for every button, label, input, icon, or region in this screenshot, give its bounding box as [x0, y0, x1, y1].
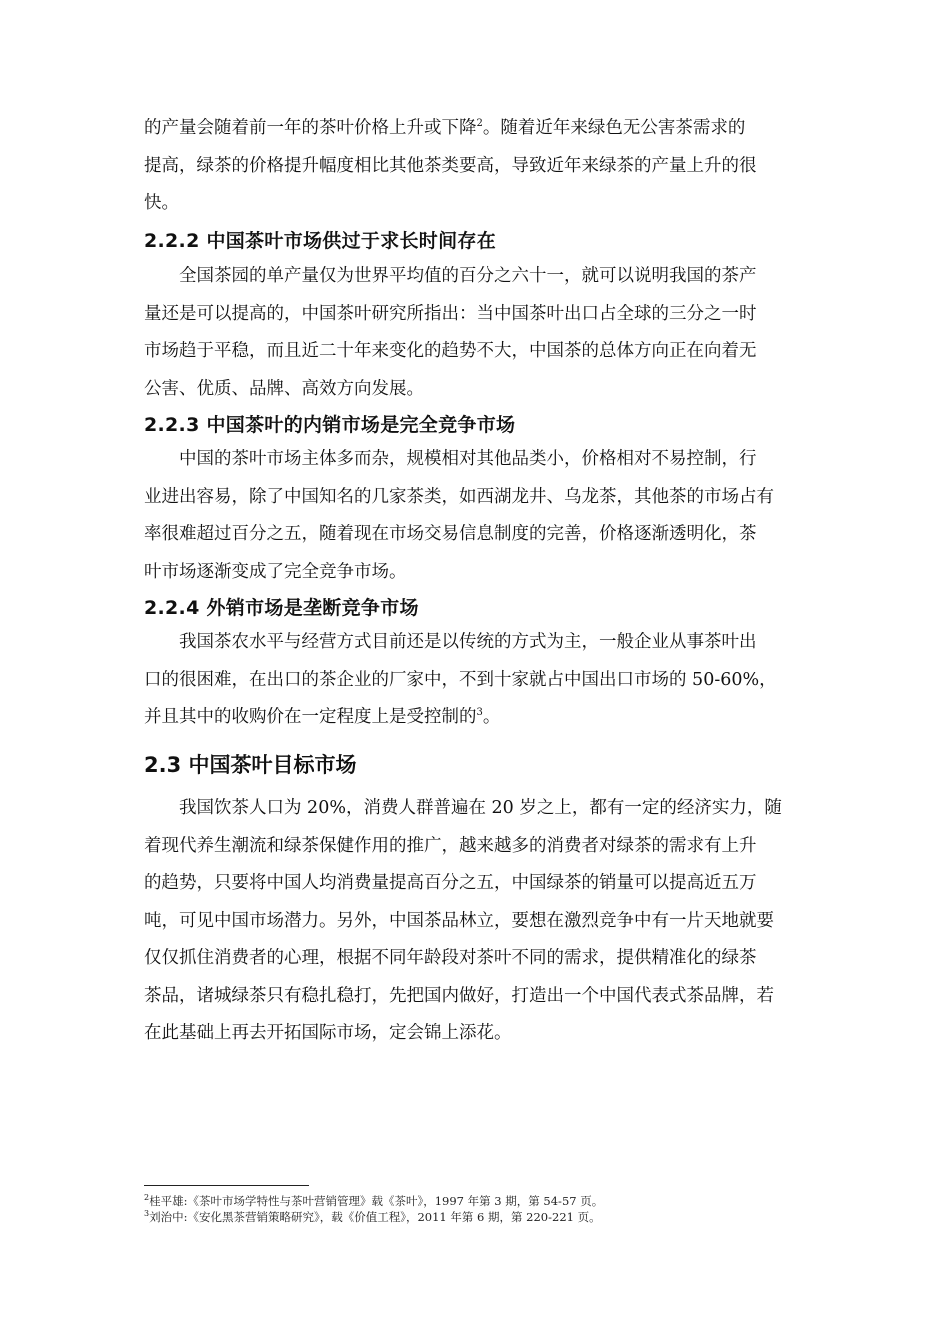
text-line: 率很难超过百分之五，随着现在市场交易信息制度的完善，价格逐渐透明化，茶 — [144, 524, 757, 544]
section-heading-2-2-3: 2.2.3 中国茶叶的内销市场是完全竞争市场 — [144, 414, 516, 436]
text-line: 仅仅抓住消费者的心理，根据不同年龄段对茶叶不同的需求，提供精准化的绿茶 — [144, 948, 757, 968]
text-line: 业进出容易，除了中国知名的几家茶类，如西湖龙井、乌龙茶，其他茶的市场占有 — [144, 486, 774, 507]
text-line: 的趋势，只要将中国人均消费量提高百分之五，中国绿茶的销量可以提高近五万 — [144, 873, 757, 893]
text-line: 全国茶园的单产量仅为世界平均值的百分之六十一，就可以说明我国的茶产 — [179, 266, 757, 286]
section-heading-2-2-2: 2.2.2 中国茶叶市场供过于求长时间存在 — [144, 230, 497, 252]
text-line: 快。 — [144, 193, 179, 213]
text-line: 茶品，诸城绿茶只有稳扎稳打，先把国内做好，打造出一个中国代表式茶品牌，若 — [144, 985, 774, 1006]
footnote-item — [144, 1193, 603, 1209]
text-line: 公害、优质、品牌、高效方向发展。 — [144, 378, 424, 399]
paragraph-2-3 — [144, 790, 806, 1053]
footnote-ref[interactable]: 3 — [476, 707, 483, 719]
footnote-text: 桂平雄:《茶叶市场学特性与茶叶营销管理》载《茶叶》，1997 年第 3 期，第 54-57 页。 — [149, 1194, 604, 1208]
section-heading-2-3: 2.3 中国茶叶目标市场 — [144, 753, 357, 777]
text-line: 叶市场逐渐变成了完全竞争市场。 — [144, 561, 407, 582]
text-line: 我国茶农水平与经营方式目前还是以传统的方式为主，一般企业从事茶叶出 — [179, 632, 757, 652]
footnote-number: 2 — [144, 1193, 150, 1203]
footnote-separator — [144, 1185, 309, 1186]
paragraph-2-2-3 — [144, 441, 806, 591]
text-line: 我国饮茶人口为 20%，消费人群普遍在 20 岁之上，都有一定的经济实力，随 — [179, 798, 782, 818]
footnote-item — [144, 1209, 603, 1225]
text-line: 量还是可以提高的，中国茶叶研究所指出：当中国茶叶出口占全球的三分之一时 — [144, 303, 757, 324]
text-line: 口的很困难，在出口的茶企业的厂家中，不到十家就占中国出口市场的 50-60%， — [144, 669, 777, 690]
footnote-ref[interactable]: 2 — [476, 118, 483, 130]
footnote-text: 刘治中:《安化黑茶营销策略研究》，载《价值工程》，2011 年第 6 期，第 220-221 页。 — [149, 1210, 601, 1224]
text-line: 并且其中的收购价在一定程度上是受控制的 — [144, 707, 477, 727]
text-line: 提高，绿茶的价格提升幅度相比其他茶类要高，导致近年来绿茶的产量上升的很 — [144, 155, 757, 176]
footnotes — [144, 1193, 603, 1225]
text-line: 中国的茶叶市场主体多而杂，规模相对其他品类小，价格相对不易控制，行 — [179, 449, 757, 469]
text-line: 的产量会随着前一年的茶叶价格上升或下降 — [144, 118, 477, 138]
footnote-number: 3 — [144, 1209, 150, 1219]
text-line: 。 — [482, 707, 501, 727]
paragraph-2-2-2 — [144, 258, 806, 408]
text-line: 。随着近年来绿色无公害茶需求的 — [482, 118, 746, 138]
section-heading-2-2-4: 2.2.4 外销市场是垄断竞争市场 — [144, 597, 419, 619]
text-line: 在此基础上再去开拓国际市场，定会锦上添花。 — [144, 1023, 512, 1043]
text-line: 着现代养生潮流和绿茶保健作用的推广，越来越多的消费者对绿茶的需求有上升 — [144, 835, 757, 856]
text-line: 市场趋于平稳，而且近二十年来变化的趋势不大，中国茶的总体方向正在向着无 — [144, 341, 757, 361]
paragraph-continuation — [144, 110, 806, 223]
paragraph-2-2-4 — [144, 624, 806, 737]
text-line: 吨，可见中国市场潜力。另外，中国茶品林立，要想在激烈竞争中有一片天地就要 — [144, 910, 774, 931]
